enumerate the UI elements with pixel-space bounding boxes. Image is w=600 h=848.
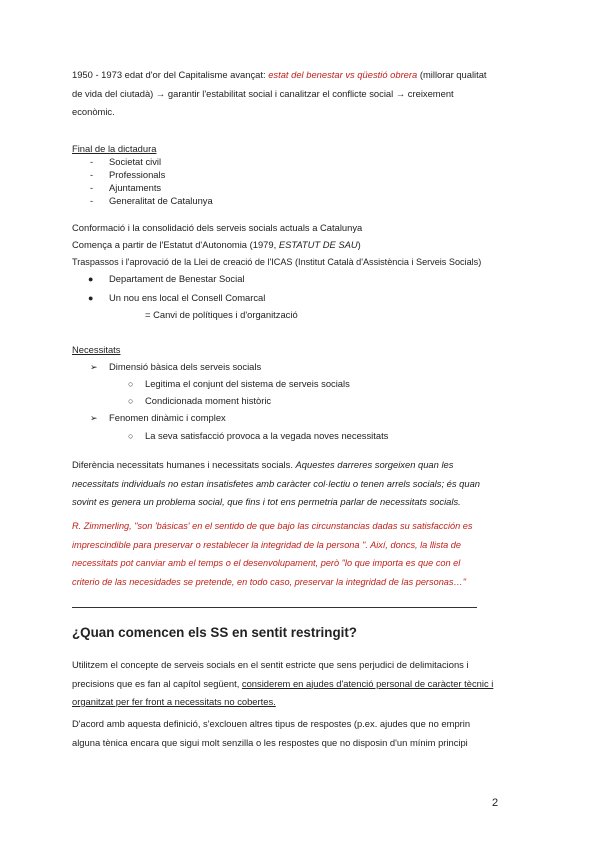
intro-lead: 1950 - 1973 edat d'or del Capitalisme avançat: [72, 69, 269, 80]
dash-marker: - [90, 156, 94, 167]
section-p1-line-2-underlined: considerem en ajudes d'atenció personal de caràcter tècnic i [241, 677, 494, 689]
dash-marker: - [90, 169, 94, 180]
list-item: Legitima el conjunt del sistema de serveis socials [145, 378, 350, 389]
zimmerling-line-2: imprescindible para preservar o restablecer la integridad de la persona ". Així, doncs, la llista de [72, 539, 461, 550]
bullet-icon: ● [88, 274, 94, 284]
arrow-bullet-icon: ➢ [90, 362, 98, 372]
zimmerling-line-3: necessitats pot canviar amb el temps o el desenvolupament, però "lo que importa es que con el [72, 558, 461, 568]
zimmerling-line-1: R. Zimmerling, "son 'básicas' en el sentido de que bajo las circunstancias dadas su satisfacción es [72, 521, 473, 531]
conformacio-line-2-lead: Comença a partir de l'Estatut d'Autonomia (1979, [72, 239, 279, 250]
diferencia-paragraph [72, 456, 530, 512]
list-item: Generalitat de Catalunya [109, 195, 213, 206]
conformacio-line-3: Traspassos i l'aprovació de la Llei de creació de l'ICAS (Institut Català d'Assistència i Serveis Socials) [72, 257, 482, 267]
list-item: Professionals [109, 169, 166, 180]
page-number: 2 [492, 797, 499, 809]
intro-line-3: econòmic. [72, 106, 115, 117]
arrow-bullet-icon: ➢ [90, 413, 98, 423]
intro-tail: (millorar qualitat [417, 69, 487, 80]
estatut-sau: ESTATUT DE SAU [278, 239, 358, 250]
section-p1-line-3: organitzat per fer front a necessitats no cobertes. [72, 696, 276, 707]
canvi-politiques: = Canvi de polítiques i d'organització [145, 309, 298, 320]
conformacio-line-2 [72, 238, 361, 252]
dash-marker: - [90, 182, 94, 193]
list-item: Un nou ens local el Consell Comarcal [109, 292, 266, 303]
section-p2-line-2: alguna tènica encara que sigui molt senzilla o les respostes que no disposin d'un mínim principi [72, 736, 468, 748]
bullet-icon: ● [88, 293, 94, 303]
section-paragraph-2 [72, 715, 530, 752]
section-paragraph-1 [72, 656, 530, 712]
conformacio-line-2-tail: ) [357, 239, 361, 250]
conformacio-line-1: Conformació i la consolidació dels serveis socials actuals a Catalunya [72, 222, 363, 233]
horizontal-divider [72, 607, 477, 608]
diferencia-italic-2: necessitats individuals no estan insatisfetes amb caràcter col·lectiu o tenen arrels socials; és quan [72, 477, 481, 489]
list-item: Condicionada moment històric [145, 395, 272, 406]
section-p1-line-2-lead: precisions que es fan al capítol següent, [72, 677, 242, 689]
circle-bullet-icon: ○ [128, 396, 134, 406]
necessitats-heading: Necessitats [72, 344, 121, 355]
list-item: Ajuntaments [109, 182, 162, 193]
list-item: Societat civil [109, 156, 162, 167]
circle-bullet-icon: ○ [128, 379, 134, 389]
intro-line-2: de vida del ciutadà) → garantir l'estabilitat social i canalitzar el conflicte social → creixement [72, 87, 454, 99]
diferencia-lead: Diferència necessitats humanes i necessitats socials. [72, 459, 296, 470]
list-item: Fenomen dinàmic i complex [109, 412, 226, 423]
circle-bullet-icon: ○ [128, 431, 134, 441]
intro-highlight: estat del benestar vs qüestió obrera [268, 69, 418, 80]
section-p1-line-1: Utilitzem el concepte de serveis socials en el sentit estricte que sens perjudici de delimitacions i [72, 659, 469, 670]
diferencia-italic-3: sovint es genera un problema social, que fins i tot ens permetria parlar de necessitats socials. [72, 496, 461, 507]
list-item: Departament de Benestar Social [109, 273, 245, 284]
list-item: La seva satisfacció provoca a la vegada noves necessitats [145, 430, 389, 441]
section-p2-line-1: D'acord amb aquesta definició, s'exclouen altres tipus de respostes (p.ex. ajudes que no emprin [72, 718, 471, 729]
zimmerling-paragraph [72, 517, 530, 591]
diferencia-italic-1: Aquestes darreres sorgeixen quan les [295, 459, 454, 470]
dash-marker: - [90, 195, 94, 206]
intro-paragraph [72, 66, 530, 122]
final-dictadura-heading: Final de la dictadura [72, 143, 157, 154]
zimmerling-line-4: criterio de las necesidades se pretende, en todo caso, preservar la integridad de las personas…" [72, 576, 466, 587]
section-title: ¿Quan comencen els SS en sentit restringit? [72, 625, 357, 640]
list-item: Dimensió bàsica dels serveis socials [109, 361, 262, 372]
